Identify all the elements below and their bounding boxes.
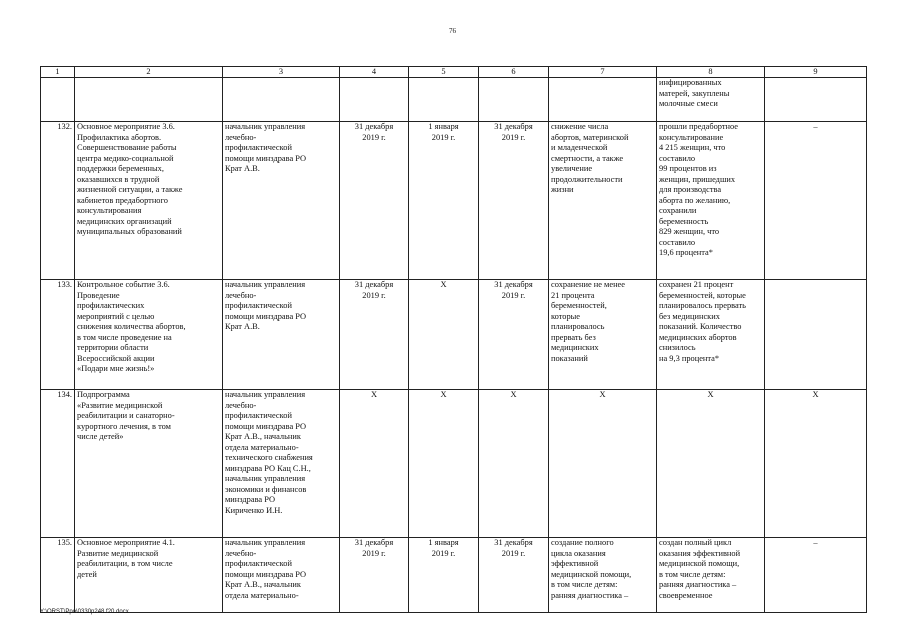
planned-result: снижение числа абортов, материнской и младенческой смертности, а также увеличение продолжительности жизни bbox=[549, 122, 657, 280]
table-row bbox=[41, 538, 867, 613]
actual-start-date: 1 января 2019 г. bbox=[409, 122, 479, 280]
actual-end-date: X bbox=[479, 390, 549, 538]
cell bbox=[340, 78, 409, 122]
planned-result: создание полного цикла оказания эффективной медицинской помощи, в том числе детям: ранняя диагностика – bbox=[549, 538, 657, 613]
cell bbox=[479, 78, 549, 122]
actual-end-date: 31 декабря 2019 г. bbox=[479, 122, 549, 280]
event-name: Контрольное событие 3.6. Проведение профилактических мероприятий с целью снижения количества абортов, в том числе проведение на территории области Всероссийской акции «Подари мне жизнь!» bbox=[75, 280, 223, 390]
notes bbox=[765, 280, 867, 390]
column-header: 2 bbox=[75, 67, 223, 78]
cell bbox=[75, 78, 223, 122]
event-name: Основное мероприятие 3.6. Профилактика абортов. Совершенствование работы центра медико-социальной поддержки беременных, оказавшихся в трудной жизненной ситуации, а также кабинетов предабортного консультирования медицинских организаций муниципальных образований bbox=[75, 122, 223, 280]
responsible-person: начальник управления лечебно- профилактической помощи минздрава РО Крат А.В. bbox=[223, 122, 340, 280]
actual-start-date: X bbox=[409, 280, 479, 390]
event-name: Основное мероприятие 4.1. Развитие медицинской реабилитации, в том числе детей bbox=[75, 538, 223, 613]
row-number: 132. bbox=[41, 122, 75, 280]
responsible-person: начальник управления лечебно- профилактической помощи минздрава РО Крат А.В., начальник отдела материально- bbox=[223, 538, 340, 613]
column-header: 5 bbox=[409, 67, 479, 78]
column-header: 8 bbox=[657, 67, 765, 78]
actual-start-date: 1 января 2019 г. bbox=[409, 538, 479, 613]
actual-result: создан полный цикл оказания эффективной медицинской помощи, в том числе детям: ранняя диагностика – своевременное bbox=[657, 538, 765, 613]
column-header: 9 bbox=[765, 67, 867, 78]
actual-end-date: 31 декабря 2019 г. bbox=[479, 280, 549, 390]
cell bbox=[765, 78, 867, 122]
responsible-person: начальник управления лечебно- профилактической помощи минздрава РО Крат А.В. bbox=[223, 280, 340, 390]
program-table bbox=[40, 66, 867, 613]
planned-end-date: X bbox=[340, 390, 409, 538]
planned-result: X bbox=[549, 390, 657, 538]
column-header: 6 bbox=[479, 67, 549, 78]
planned-end-date: 31 декабря 2019 г. bbox=[340, 538, 409, 613]
column-number-row bbox=[41, 67, 867, 78]
actual-result: прошли предабортное консультирование 4 215 женщин, что составило 99 процентов из женщин, пришедших для производства аборта по желанию, сохранили беременность 829 женщин, что составило 19,6 процента* bbox=[657, 122, 765, 280]
cell bbox=[223, 78, 340, 122]
cell bbox=[41, 78, 75, 122]
actual-start-date: X bbox=[409, 390, 479, 538]
actual-end-date: 31 декабря 2019 г. bbox=[479, 538, 549, 613]
planned-end-date: 31 декабря 2019 г. bbox=[340, 280, 409, 390]
responsible-person: начальник управления лечебно- профилактической помощи минздрава РО Крат А.В., начальник отдела материально- технического снабжения минздрава РО Кац С.Н., начальник управления экономики и финансов минздрава РО Кириченко И.Н. bbox=[223, 390, 340, 538]
planned-end-date: 31 декабря 2019 г. bbox=[340, 122, 409, 280]
table-row bbox=[41, 280, 867, 390]
row-number: 135. bbox=[41, 538, 75, 613]
event-name: Подпрограмма «Развитие медицинской реабилитации и санаторно- курортного лечения, в том числе детей» bbox=[75, 390, 223, 538]
file-path-footer: Y:\ORST\Ppo\0330p248.f20.docx bbox=[40, 609, 129, 615]
page-number: 76 bbox=[449, 27, 456, 35]
result-cell: инфицированных матерей, закуплены молочные смеси bbox=[657, 78, 765, 122]
row-number: 133. bbox=[41, 280, 75, 390]
notes: X bbox=[765, 390, 867, 538]
planned-result: сохранение не менее 21 процента беременностей, которые планировалось прервать без медицинских показаний bbox=[549, 280, 657, 390]
cell bbox=[549, 78, 657, 122]
row-number: 134. bbox=[41, 390, 75, 538]
continuation-row bbox=[41, 78, 867, 122]
notes: – bbox=[765, 122, 867, 280]
cell bbox=[409, 78, 479, 122]
table-row bbox=[41, 122, 867, 280]
actual-result: X bbox=[657, 390, 765, 538]
column-header: 7 bbox=[549, 67, 657, 78]
column-header: 3 bbox=[223, 67, 340, 78]
notes: – bbox=[765, 538, 867, 613]
table-row bbox=[41, 390, 867, 538]
column-header: 1 bbox=[41, 67, 75, 78]
actual-result: сохранен 21 процент беременностей, которые планировалось прервать без медицинских показаний. Количество медицинских абортов снизилось на 9,3 процента* bbox=[657, 280, 765, 390]
column-header: 4 bbox=[340, 67, 409, 78]
